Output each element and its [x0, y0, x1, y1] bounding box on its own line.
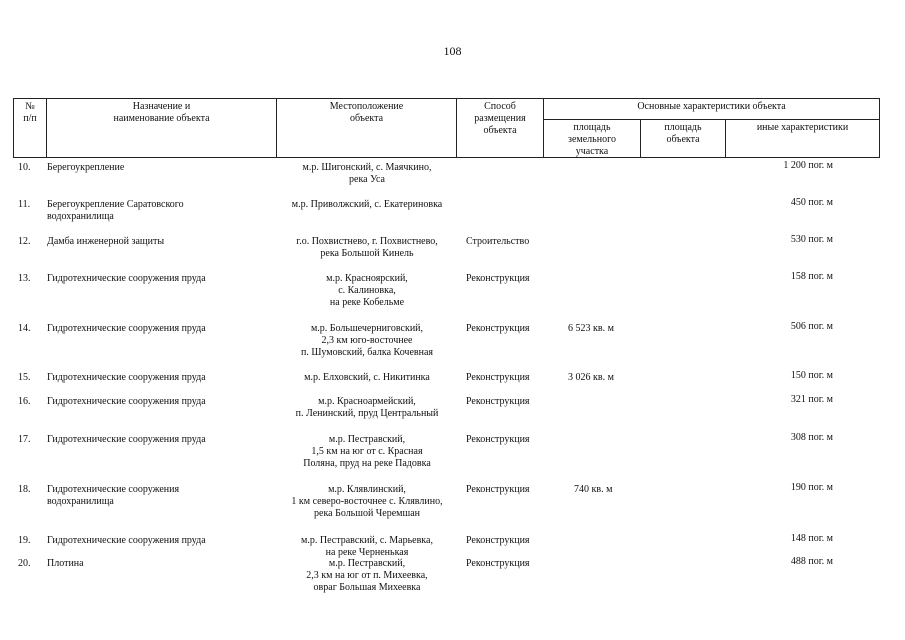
header-other: иные характеристики	[725, 119, 880, 158]
object-name: Гидротехнические сооружения пруда	[47, 273, 206, 284]
other-characteristics: 488 пог. м	[790, 556, 833, 567]
placement-method: Реконструкция	[466, 273, 530, 284]
header-land-area: площадь земельного участка	[543, 119, 641, 158]
page-number: 108	[443, 44, 462, 58]
object-location: г.о. Похвистнево, г. Похвистнево, река Большой Кинель	[296, 236, 438, 259]
row-number: 18.	[18, 484, 31, 495]
row-number: 11.	[18, 199, 31, 210]
object-location: м.р. Пестравский, с. Марьевка, на реке Черненькая	[301, 535, 433, 558]
object-location: м.р. Елховский, с. Никитинка	[304, 372, 430, 383]
header-name: Назначение и наименование объекта	[46, 98, 277, 158]
other-characteristics: 190 пог. м	[790, 482, 833, 493]
object-location: м.р. Красноармейский, п. Ленинский, пруд Центральный	[295, 396, 439, 419]
placement-method: Реконструкция	[466, 323, 530, 334]
other-characteristics: 308 пог. м	[790, 432, 833, 443]
object-name: Плотина	[47, 558, 84, 569]
object-name: Гидротехнические сооружения пруда	[47, 396, 206, 407]
placement-method: Реконструкция	[466, 396, 530, 407]
object-location: м.р. Приволжский, с. Екатериновка	[291, 199, 443, 210]
object-name: Гидротехнические сооружения водохранилища	[47, 484, 180, 507]
row-number: 20.	[18, 558, 31, 569]
row-number: 15.	[18, 372, 31, 383]
land-area: 3 026 кв. м	[568, 372, 614, 383]
object-name: Гидротехнические сооружения пруда	[47, 535, 206, 546]
object-name: Гидротехнические сооружения пруда	[47, 434, 206, 445]
other-characteristics: 150 пог. м	[790, 370, 833, 381]
row-number: 17.	[18, 434, 31, 445]
row-number: 14.	[18, 323, 31, 334]
header-num: № п/п	[13, 98, 47, 158]
object-location: м.р. Пестравский, 1,5 км на юг от с. Красная Поляна, пруд на реке Падовка	[303, 434, 431, 469]
object-location: м.р. Пестравский, 2,3 км на юг от п. Михеевка, овраг Большая Михеевка	[306, 558, 428, 593]
object-name: Берегоукрепление	[47, 162, 125, 173]
object-name: Берегоукрепление Саратовского водохранилища	[47, 199, 184, 222]
header-main-characteristics: Основные характеристики объекта	[543, 98, 880, 120]
object-name: Гидротехнические сооружения пруда	[47, 372, 206, 383]
placement-method: Реконструкция	[466, 372, 530, 383]
row-number: 16.	[18, 396, 31, 407]
other-characteristics: 158 пог. м	[790, 271, 833, 282]
row-number: 13.	[18, 273, 31, 284]
object-location: м.р. Шигонский, с. Маячкино, река Уса	[302, 162, 432, 185]
object-name: Дамба инженерной защиты	[47, 236, 165, 247]
header-location: Местоположение объекта	[276, 98, 457, 158]
header-object-area: площадь объекта	[640, 119, 726, 158]
other-characteristics: 506 пог. м	[790, 321, 833, 332]
placement-method: Реконструкция	[466, 558, 530, 569]
row-number: 12.	[18, 236, 31, 247]
object-location: м.р. Клявлинский, 1 км северо-восточнее с. Клявлино, река Большой Черемшан	[291, 484, 443, 519]
object-name: Гидротехнические сооружения пруда	[47, 323, 206, 334]
object-location: м.р. Большечерниговский, 2,3 км юго-восточнее п. Шумовский, балка Кочевная	[300, 323, 434, 358]
other-characteristics: 450 пог. м	[790, 197, 833, 208]
placement-method: Реконструкция	[466, 484, 530, 495]
placement-method: Реконструкция	[466, 535, 530, 546]
other-characteristics: 530 пог. м	[790, 234, 833, 245]
other-characteristics: 148 пог. м	[790, 533, 833, 544]
row-number: 19.	[18, 535, 31, 546]
object-location: м.р. Красноярский, с. Калиновка, на реке Кобельме	[326, 273, 408, 308]
land-area: 6 523 кв. м	[568, 323, 614, 334]
header-method: Способ размещения объекта	[456, 98, 544, 158]
other-characteristics: 1 200 пог. м	[783, 160, 833, 171]
land-area: 740 кв. м	[574, 484, 613, 495]
other-characteristics: 321 пог. м	[790, 394, 833, 405]
placement-method: Реконструкция	[466, 434, 530, 445]
placement-method: Строительство	[466, 236, 530, 247]
row-number: 10.	[18, 162, 31, 173]
